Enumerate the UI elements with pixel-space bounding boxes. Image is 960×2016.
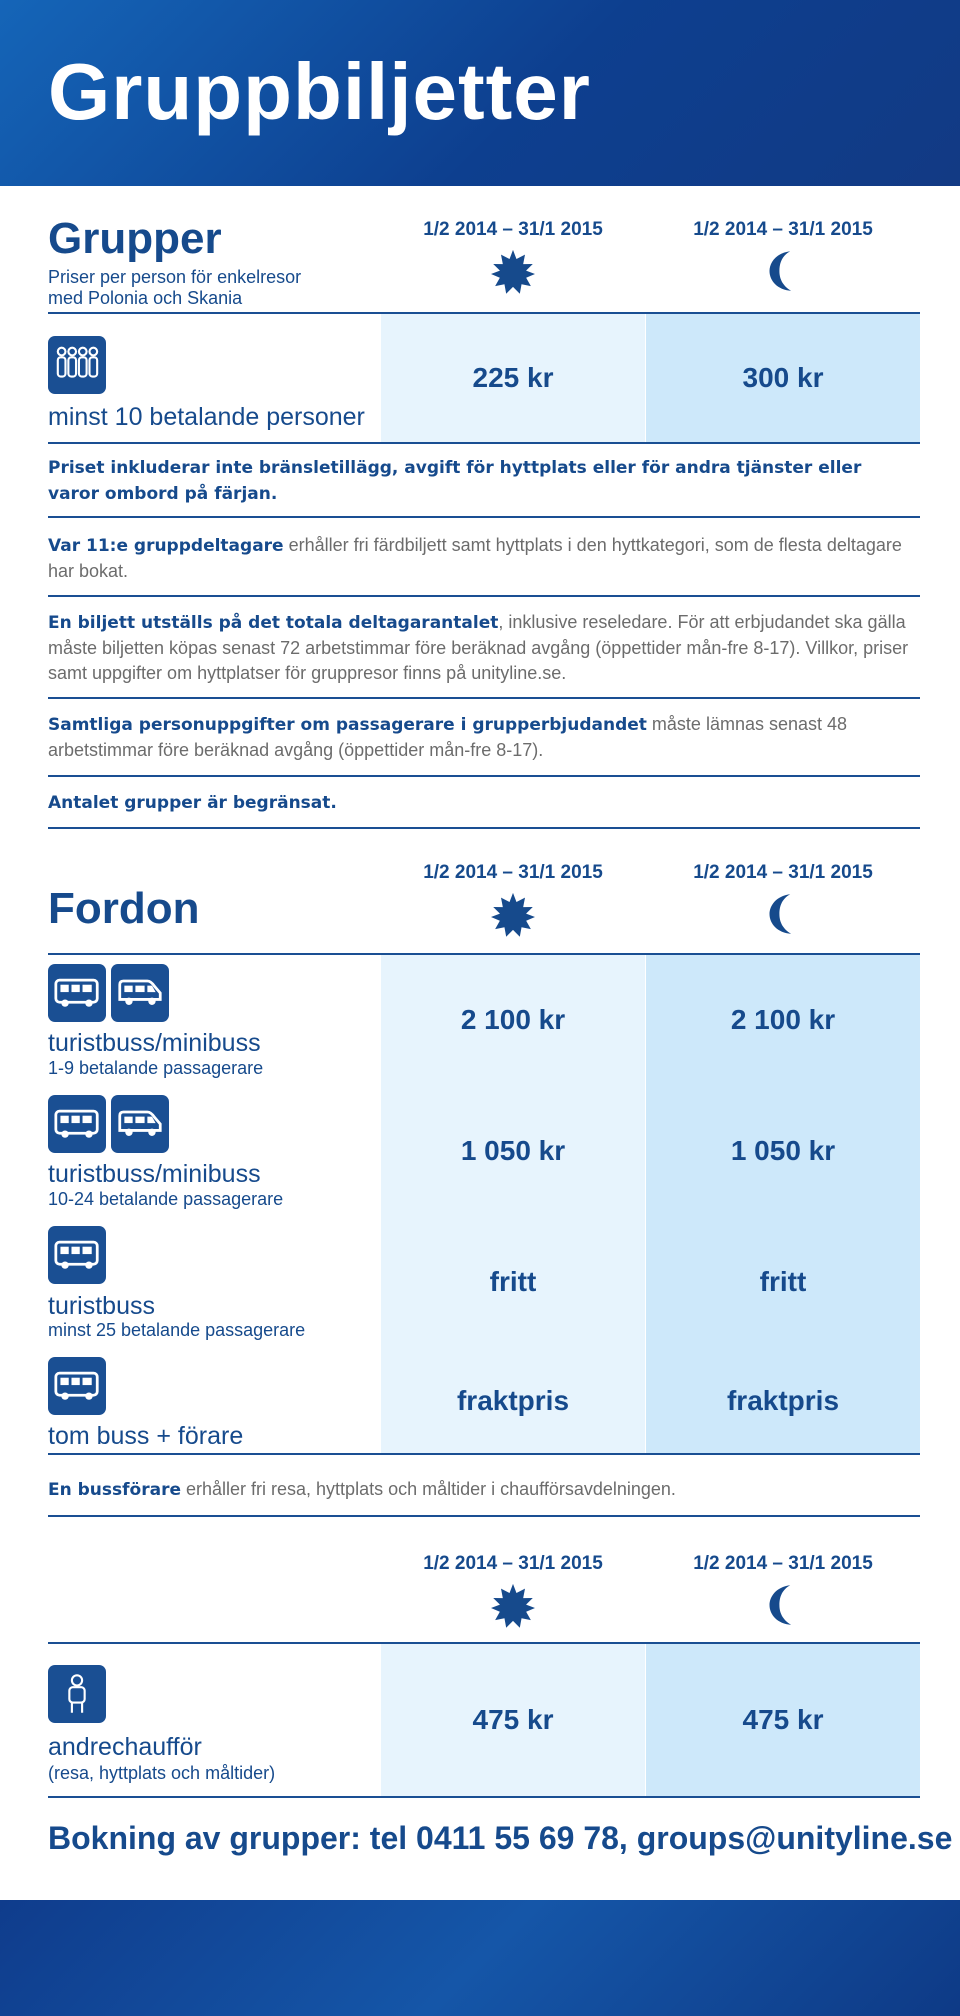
andrechauffor-label: andrechaufför [48, 1733, 202, 1761]
contact-line: Bokning av grupper: tel 0411 55 69 78, groups@unityline.se [48, 1820, 953, 1856]
divider [48, 827, 920, 829]
fordon-price-summer: 1 050 kr [460, 1135, 566, 1166]
sun-icon [381, 248, 645, 296]
fordon-price-summer: fritt [489, 1266, 537, 1297]
fordon-title: Fordon [48, 884, 200, 933]
divider [48, 1515, 920, 1517]
divider [48, 775, 920, 777]
fordon-row-sublabel: 1-9 betalande passagerare [48, 1058, 264, 1078]
note-ticket-total: En biljett utställs på det totala deltagarantalet, inklusive reseledare. För att erbjudandet ska gälla måste biljetten köpas senast 72 arbetstimmar före beräknad avgång (öppettider mån-fre 8-17). Villkor, priser samt uppgifter om hyttplatser för gruppresor finns på unityline.se. [48, 612, 909, 683]
divider [48, 1796, 920, 1798]
moon-icon [646, 891, 920, 937]
minibus-icon [111, 964, 169, 1022]
sun-icon [381, 891, 645, 939]
fordon-price-winter: 2 100 kr [730, 1004, 836, 1035]
page-title: Gruppbiljetter [48, 47, 591, 136]
note-free-ticket: Var 11:e gruppdeltagare erhåller fri färdbiljett samt hyttplats i den hyttkategori, som de flesta deltagare har bokat. [48, 535, 902, 581]
grupper-price-winter: 300 kr [646, 314, 920, 442]
bus-icon [48, 1357, 106, 1415]
divider [48, 442, 920, 444]
fordon-price-summer: 2 100 kr [460, 1004, 566, 1035]
andrechauffor-price-winter: 475 kr [646, 1644, 920, 1796]
andrechauffor-price-summer: 475 kr [381, 1644, 645, 1796]
note-bus-driver: En bussförare erhåller fri resa, hyttplats och måltider i chaufförsavdelningen. [48, 1479, 676, 1500]
period-summer: 1/2 2014 – 31/1 2015 [423, 1553, 603, 1574]
fordon-row-label: tom buss + förare [48, 1422, 244, 1450]
note-limited: Antalet grupper är begränsat. [48, 793, 337, 813]
andrechauffor-sublabel: (resa, hyttplats och måltider) [48, 1763, 276, 1783]
grupper-subtitle-2: med Polonia och Skania [48, 288, 243, 308]
moon-icon [646, 248, 920, 294]
grupper-price-summer: 225 kr [381, 314, 645, 442]
period-winter: 1/2 2014 – 31/1 2015 [693, 1553, 873, 1574]
sun-icon [381, 1582, 645, 1630]
grupper-title: Grupper [48, 214, 222, 263]
footer-banner [0, 1900, 960, 2016]
bus-icon [48, 1226, 106, 1284]
period-winter: 1/2 2014 – 31/1 2015 [693, 219, 873, 240]
bus-icon [48, 964, 106, 1022]
period-winter: 1/2 2014 – 31/1 2015 [693, 862, 873, 883]
divider [48, 595, 920, 597]
note-fuel: Priset inkluderar inte bränsletillägg, avgift för hyttplats eller för andra tjänster eller varor ombord på färjan. [48, 458, 862, 504]
fordon-row-sublabel: 10-24 betalande passagerare [48, 1189, 284, 1209]
note-personal-data: Samtliga personuppgifter om passagerare i grupperbjudandet måste lämnas senast 48 arbetstimmar före beräknad avgång (öppettider mån-fre 8-17). [48, 714, 848, 760]
divider [48, 697, 920, 699]
person-icon [48, 1665, 106, 1723]
divider [48, 1453, 920, 1455]
fordon-price-winter: 1 050 kr [730, 1135, 836, 1166]
minibus-icon [111, 1095, 169, 1153]
grupper-subtitle-1: Priser per person för enkelresor [48, 267, 302, 287]
divider [48, 516, 920, 518]
bus-icon [48, 1095, 106, 1153]
fordon-price-winter: fraktpris [726, 1385, 840, 1416]
group-icon [48, 336, 106, 394]
fordon-row-sublabel: minst 25 betalande passagerare [48, 1320, 306, 1340]
moon-icon [646, 1582, 920, 1628]
fordon-price-summer: fraktpris [456, 1385, 570, 1416]
fordon-row-label: turistbuss [48, 1292, 155, 1320]
period-summer: 1/2 2014 – 31/1 2015 [423, 219, 603, 240]
fordon-row-label: turistbuss/minibuss [48, 1029, 261, 1057]
fordon-price-winter: fritt [759, 1266, 807, 1297]
fordon-row-label: turistbuss/minibuss [48, 1160, 261, 1188]
grupper-row-label: minst 10 betalande personer [48, 403, 365, 431]
period-summer: 1/2 2014 – 31/1 2015 [423, 862, 603, 883]
header-banner [0, 0, 960, 186]
